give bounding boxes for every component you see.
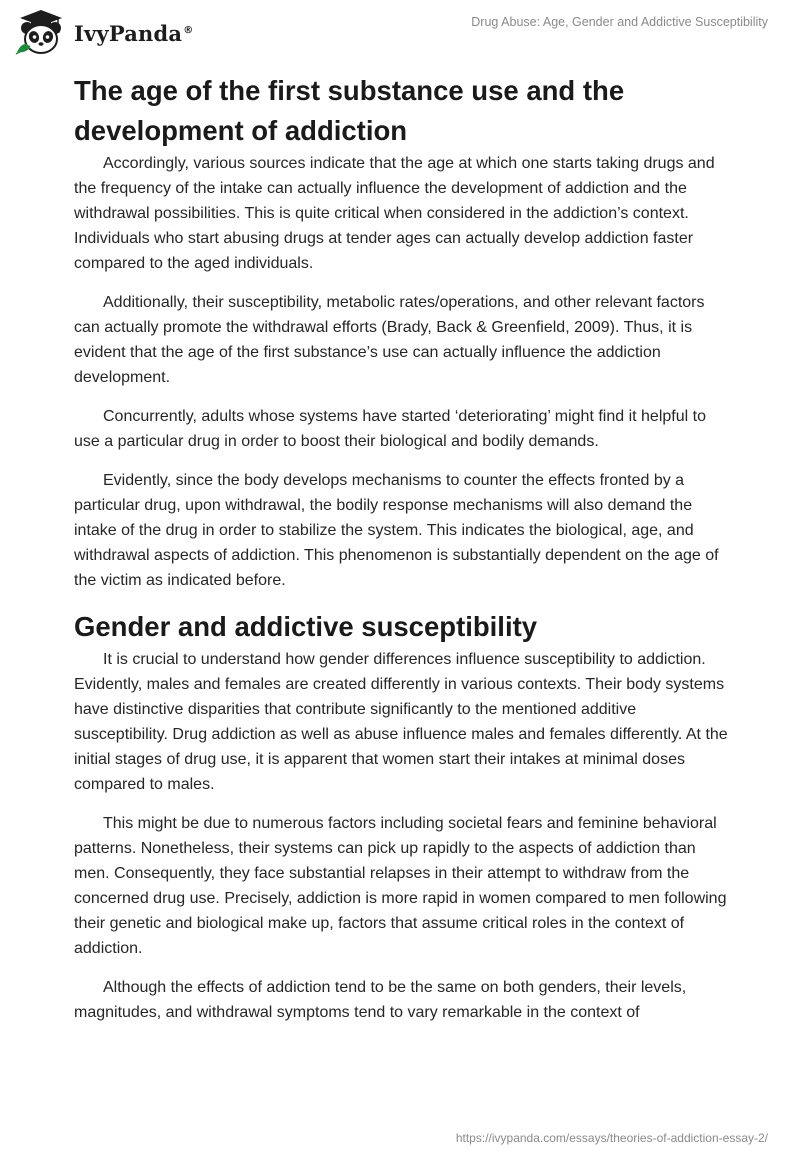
document-title: Drug Abuse: Age, Gender and Addictive Susceptibility — [471, 15, 768, 29]
paragraph: Accordingly, various sources indicate that the age at which one starts taking drugs and the frequency of the intake can actually influence the development of addiction and the withdrawal possibilities. This is quite critical when considered in the addiction’s context. Individuals who start abusing drugs at tender ages can actually develop addiction faster compared to the aged individuals. — [74, 155, 715, 272]
paragraph: It is crucial to understand how gender differences influence susceptibility to addiction. Evidently, males and females are created differently in various contexts. Their body systems have distinctive disparities that contribute significantly to the mentioned additive susceptibility. Drug addiction as well as abuse influence males and females differently. At the initial stages of drug use, it is apparent that women start their intakes at minimal doses compared to males. — [74, 651, 728, 793]
section-heading-age: The age of the first substance use and the development of addiction — [74, 75, 625, 146]
brand-name: IvyPanda® — [74, 20, 194, 46]
page-header — [0, 0, 800, 60]
paragraph: Although the effects of addiction tend to be the same on both genders, their levels, magnitudes, and withdrawal symptoms tend to vary remarkable in the context of — [74, 979, 687, 1021]
ivypanda-logo[interactable] — [14, 8, 193, 56]
section-heading-gender: Gender and addictive susceptibility — [74, 611, 538, 642]
paragraph: This might be due to numerous factors including societal fears and feminine behavioral patterns. Nonetheless, their systems can pick up rapidly to the aspects of addiction than men. Consequently, they face substantial relapses in their attempt to withdraw from the concerned drug use. Precisely, addiction is more rapid in women compared to men following their genetic and biological make up, factors that assume critical roles in the context of addiction. — [74, 815, 727, 957]
essay-content — [74, 71, 730, 1039]
source-url[interactable]: https://ivypanda.com/essays/theories-of-addiction-essay-2/ — [455, 1131, 768, 1145]
paragraph: Additionally, their susceptibility, metabolic rates/operations, and other relevant factors can actually promote the withdrawal efforts (Brady, Back & Greenfield, 2009). Thus, it is evident that the age of the first substance’s use can actually influence the addiction development. — [74, 294, 705, 386]
paragraph: Concurrently, adults whose systems have started ‘deteriorating’ might find it helpful to use a particular drug in order to boost their biological and bodily demands. — [74, 408, 706, 450]
registered-mark: ® — [183, 24, 194, 36]
panda-graduate-logo-icon — [14, 8, 68, 56]
paragraph: Evidently, since the body develops mechanisms to counter the effects fronted by a particular drug, upon withdrawal, the bodily response mechanisms will also demand the intake of the drug in order to stabilize the system. This indicates the biological, age, and withdrawal aspects of addiction. This phenomenon is substantially dependent on the age of the victim as indicated before. — [74, 472, 719, 589]
